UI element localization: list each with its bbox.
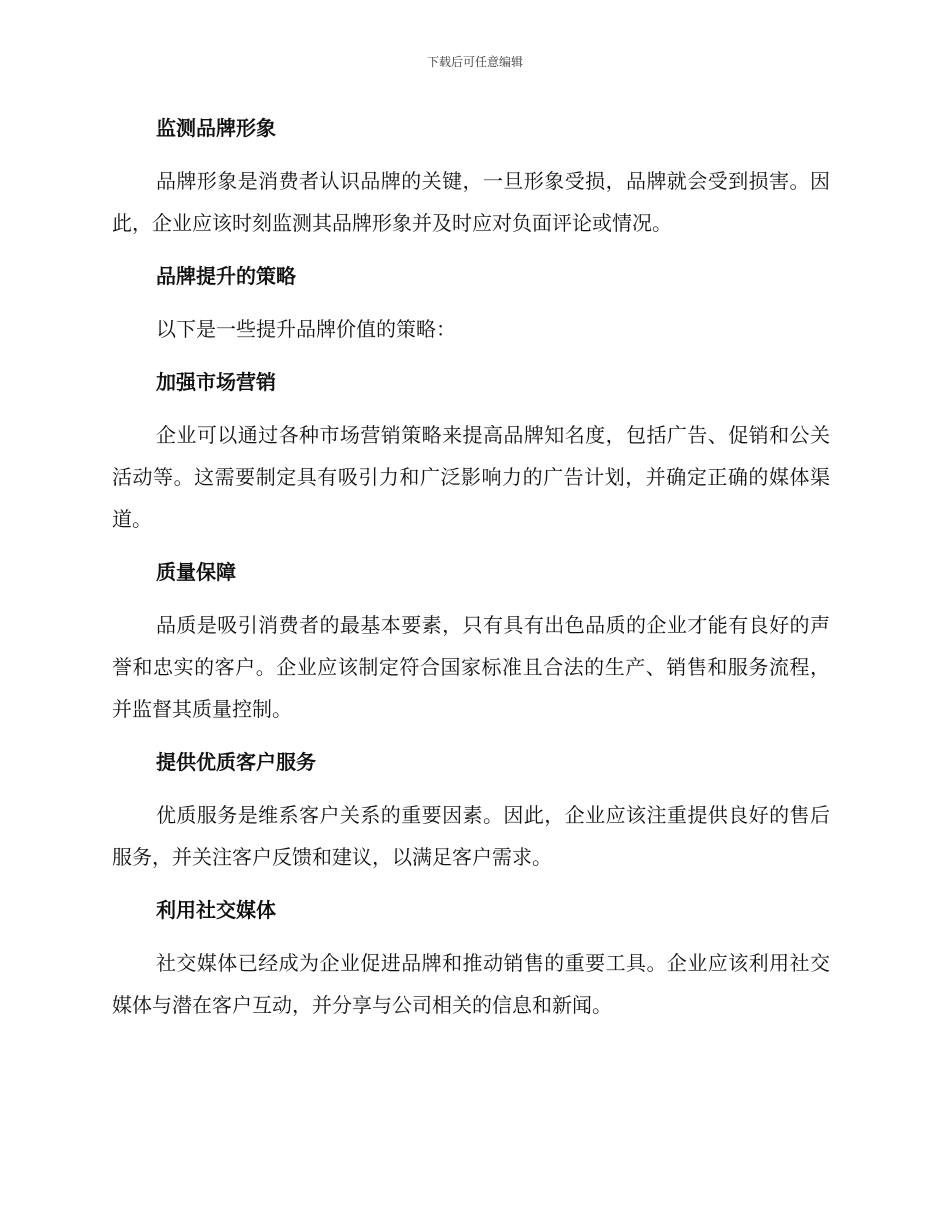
section-paragraph-brand-strategy: 以下是一些提升品牌价值的策略： <box>156 317 456 341</box>
section-paragraph-social-media: 社交媒体已经成为企业促进品牌和推动销售的重要工具。企业应该利用社交媒体与潜在客户互动，并分享与公司相关的信息和新闻。 <box>112 951 830 1017</box>
section-paragraph-monitor-brand-image: 品牌形象是消费者认识品牌的关键，一旦形象受损，品牌就会受到损害。因此，企业应该时刻监测其品牌形象并及时应对负面评论或情况。 <box>112 169 830 235</box>
section-heading-customer-service: 提供优质客户服务 <box>156 750 316 774</box>
section-heading-monitor-brand-image: 监测品牌形象 <box>156 116 276 140</box>
section-paragraph-customer-service: 优质服务是维系客户关系的重要因素。因此，企业应该注重提供良好的售后服务，并关注客户反馈和建议，以满足客户需求。 <box>112 803 830 869</box>
document-body <box>112 108 830 1026</box>
section-paragraph-marketing: 企业可以通过各种市场营销策略来提高品牌知名度，包括广告、促销和公关活动等。这需要制定具有吸引力和广泛影响力的广告计划，并确定正确的媒体渠道。 <box>112 423 830 531</box>
section-heading-quality: 质量保障 <box>156 560 236 584</box>
section-heading-brand-strategy: 品牌提升的策略 <box>156 264 296 288</box>
section-paragraph-quality: 品质是吸引消费者的最基本要素，只有具有出色品质的企业才能有良好的声誉和忠实的客户。企业应该制定符合国家标准且合法的生产、销售和服务流程，并监督其质量控制。 <box>112 613 830 721</box>
page-header: 下载后可任意编辑 <box>426 55 523 69</box>
section-heading-social-media: 利用社交媒体 <box>156 898 276 922</box>
section-heading-marketing: 加强市场营销 <box>156 370 276 394</box>
